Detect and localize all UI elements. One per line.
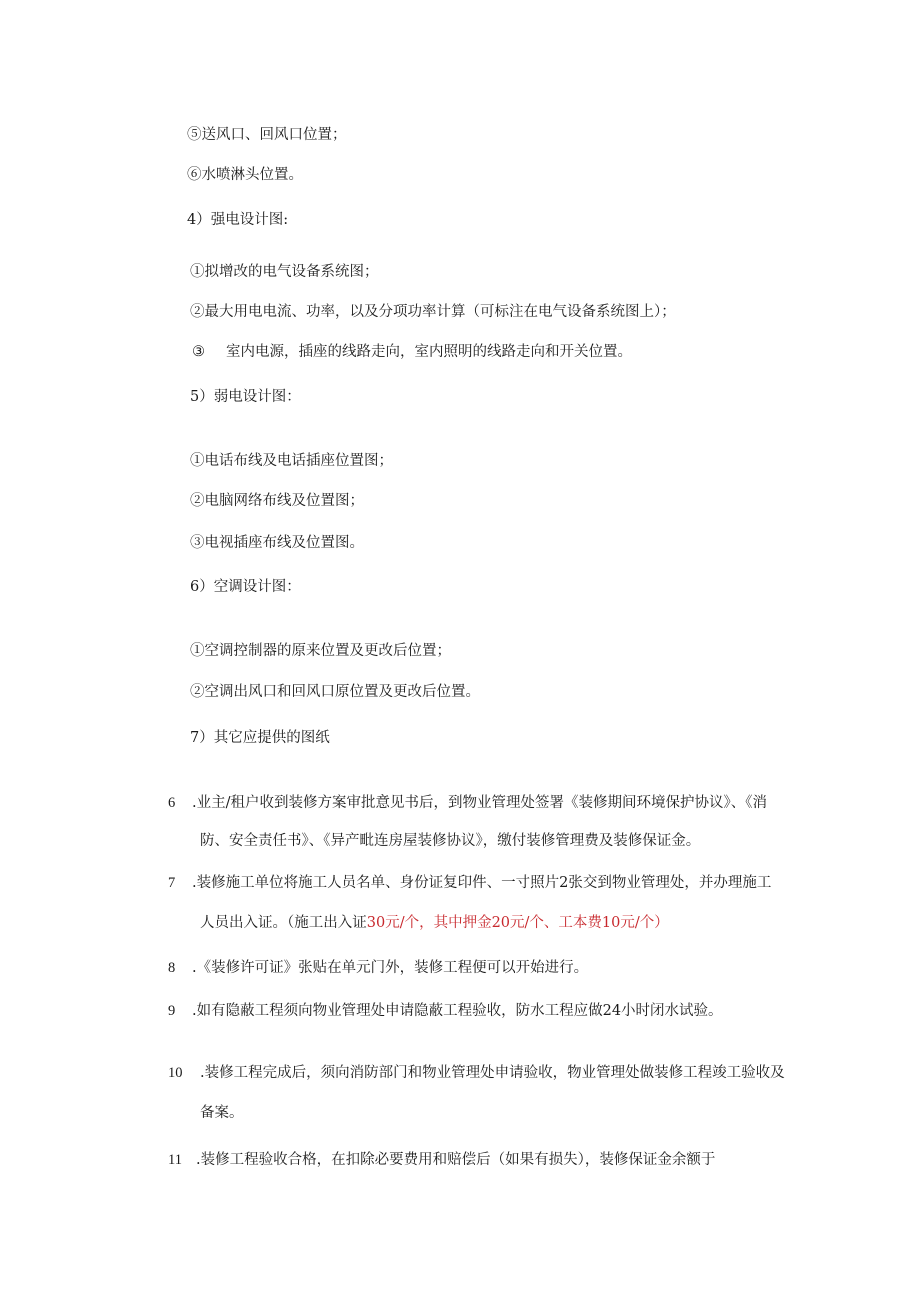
power-item-1: ①拟增改的电气设备系统图； — [190, 264, 379, 280]
heading-ac-design: 6）空调设计图： — [190, 579, 301, 595]
list-item-6: ⑥水喷淋头位置。 — [187, 167, 303, 183]
item-number-9: 9 — [168, 1003, 176, 1019]
item-6-line-1: .业主/租户收到装修方案审批意见书后，到物业管理处签署《装修期间环境保护协议》、《消 — [192, 795, 767, 811]
item-9-line-1: .如有隐蔽工程须向物业管理处申请隐蔽工程验收，防水工程应做24小时闭水试验。 — [192, 1003, 723, 1019]
weak-item-1: ①电话布线及电话插座位置图； — [190, 453, 393, 469]
item-7-line-2 — [200, 913, 669, 933]
ac-item-1: ①空调控制器的原来位置及更改后位置； — [190, 643, 451, 659]
power-item-2: ②最大用电电流、功率，以及分项功率计算（可标注在电气设备系统图上）； — [190, 304, 676, 320]
item-7-line-2-text: 人员出入证。（施工出入证 — [200, 915, 367, 931]
item-10-line-2: 备案。 — [200, 1105, 244, 1121]
item-number-11: 11 — [168, 1152, 182, 1168]
heading-other-drawings: 7）其它应提供的图纸 — [190, 730, 330, 746]
item-6-line-2: 防、安全责任书》、《异产毗连房屋装修协议》，缴付装修管理费及装修保证金。 — [200, 833, 701, 849]
item-7-line-1: .装修施工单位将施工人员名单、身份证复印件、一寸照片2张交到物业管理处，并办理施工 — [192, 875, 772, 891]
ac-item-2: ②空调出风口和回风口原位置及更改后位置。 — [190, 684, 480, 700]
item-8-line-1: .《装修许可证》张贴在单元门外，装修工程便可以开始进行。 — [192, 960, 589, 976]
weak-item-3: ③电视插座布线及位置图。 — [190, 535, 364, 551]
item-number-6: 6 — [168, 795, 176, 811]
item-10-line-1: .装修工程完成后，须向消防部门和物业管理处申请验收，物业管理处做装修工程竣工验收及 — [200, 1065, 785, 1081]
list-item-5: ⑤送风口、回风口位置； — [187, 127, 347, 143]
item-11-line-1: .装修工程验收合格，在扣除必要费用和赔偿后（如果有损失），装修保证金余额于 — [196, 1152, 716, 1168]
power-item-3-text: 室内电源，插座的线路走向，室内照明的线路走向和开关位置。 — [226, 344, 632, 360]
heading-weak-power-design: 5）弱电设计图： — [190, 389, 301, 405]
item-number-7: 7 — [168, 875, 176, 891]
heading-power-design: 4）强电设计图: — [187, 212, 289, 228]
item-number-10: 10 — [168, 1065, 183, 1081]
item-number-8: 8 — [168, 960, 176, 976]
item-7-fee-note: 30元/个，其中押金20元/个、工本费10元/个） — [366, 915, 669, 931]
weak-item-2: ②电脑网络布线及位置图； — [190, 493, 364, 509]
power-item-3-marker: ③ — [192, 344, 205, 360]
